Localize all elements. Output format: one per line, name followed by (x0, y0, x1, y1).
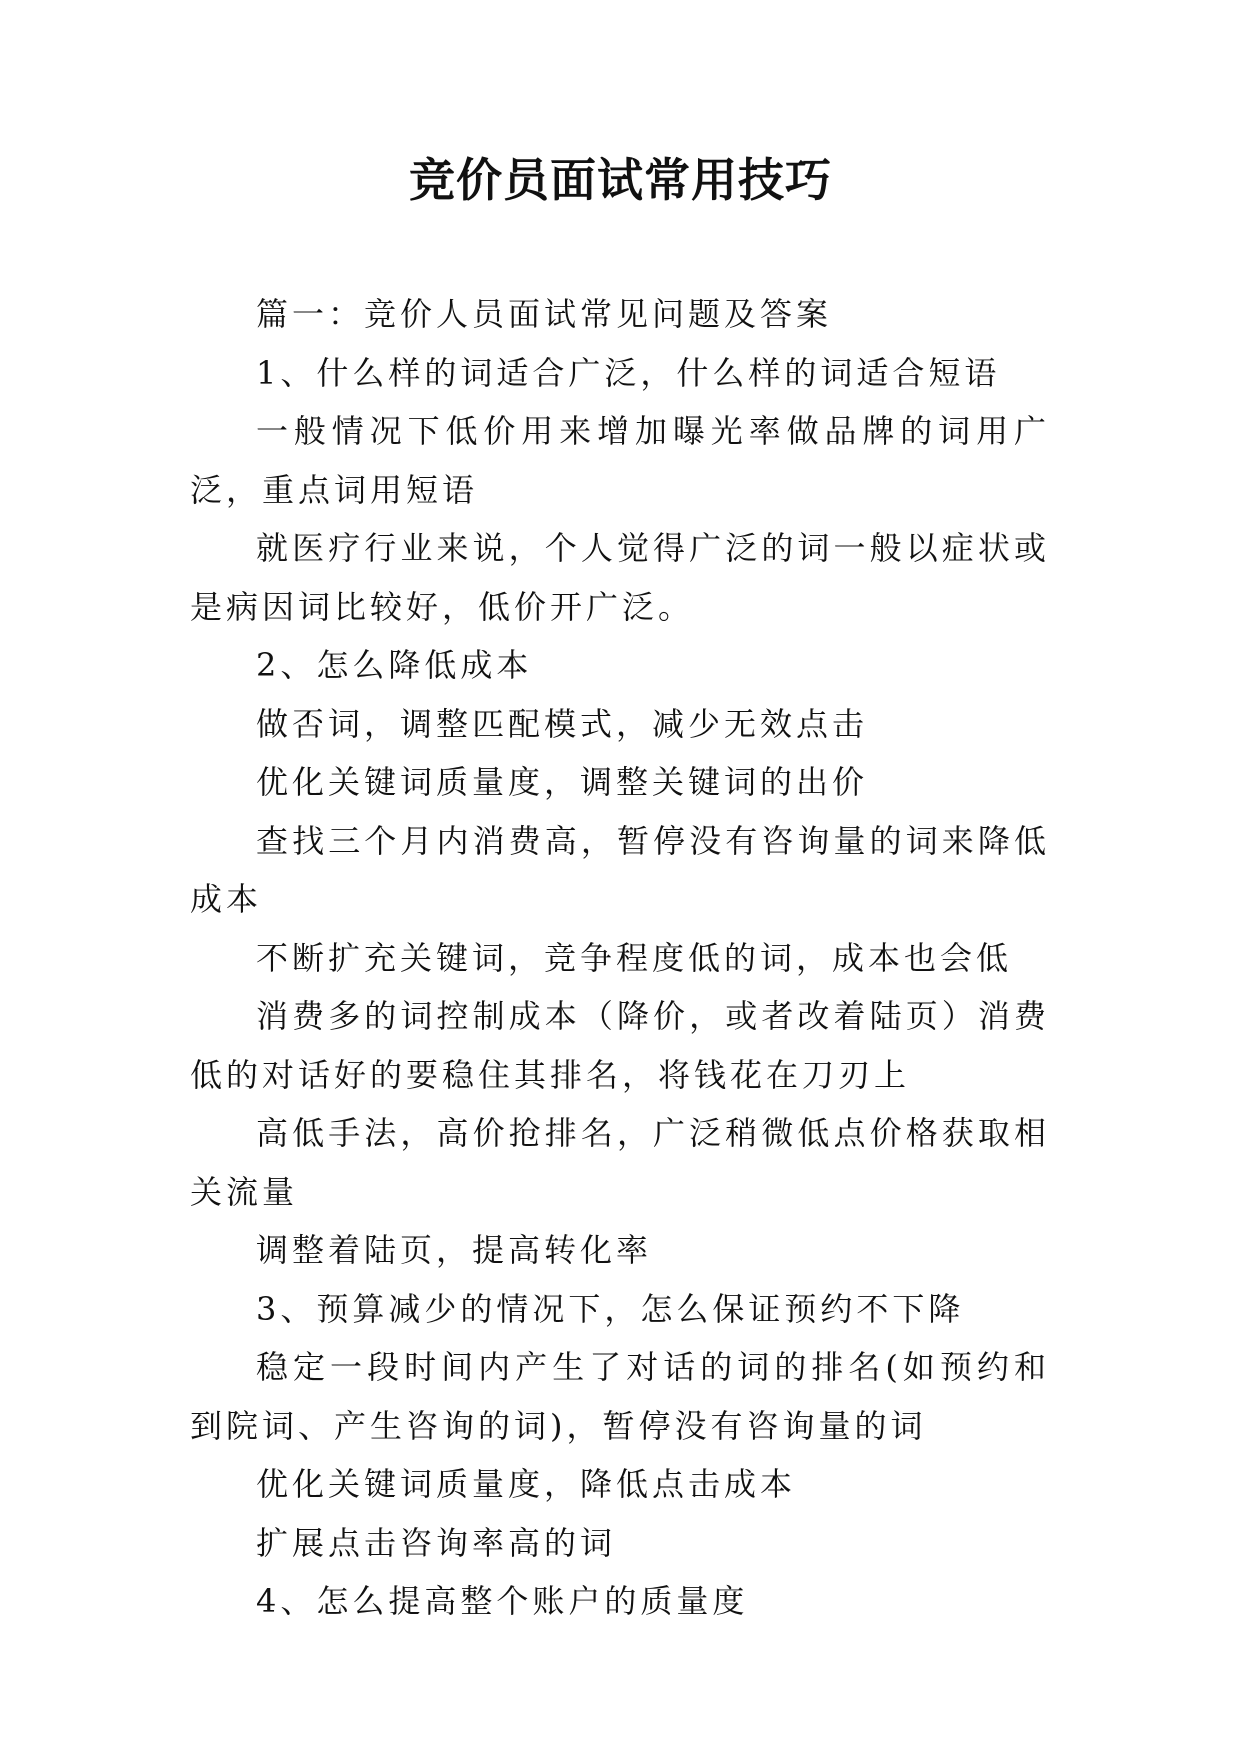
question-heading: 2、怎么降低成本 (256, 646, 533, 684)
body-paragraph: 消费多的词控制成本（降价，或者改着陆页）消费低的对话好的要稳住其排名，将钱花在刀刃上 (190, 997, 1050, 1094)
question-heading: 1、什么样的词适合广泛，什么样的词适合短语 (256, 353, 1001, 392)
question-heading: 4、怎么提高整个账户的质量度 (256, 1582, 749, 1620)
document-title: 竞价员面试常用技巧 (409, 153, 832, 207)
body-paragraph: 做否词，调整匹配模式，减少无效点击 (256, 704, 869, 743)
body-paragraph: 优化关键词质量度，降低点击成本 (256, 1465, 797, 1503)
body-paragraph: 调整着陆页，提高转化率 (256, 1231, 653, 1269)
document-body (190, 285, 1050, 1631)
body-paragraph: 不断扩充关键词，竞争程度低的词，成本也会低 (256, 938, 1013, 977)
body-paragraph: 查找三个月内消费高，暂停没有咨询量的词来降低成本 (190, 821, 1050, 918)
body-paragraph: 一般情况下低价用来增加曝光率做品牌的词用广泛，重点词用短语 (190, 412, 1050, 509)
body-paragraph: 稳定一段时间内产生了对话的词的排名(如预约和到院词、产生咨询的词)，暂停没有咨询量的词 (190, 1348, 1050, 1445)
body-paragraph: 优化关键词质量度，调整关键词的出价 (256, 763, 869, 801)
body-paragraph: 就医疗行业来说，个人觉得广泛的词一般以症状或是病因词比较好，低价开广泛。 (190, 529, 1050, 626)
question-heading: 3、预算减少的情况下，怎么保证预约不下降 (256, 1289, 965, 1328)
body-paragraph: 高低手法，高价抢排名，广泛稍微低点价格获取相关流量 (190, 1114, 1050, 1211)
body-paragraph: 扩展点击咨询率高的词 (256, 1523, 617, 1562)
section-heading: 篇一：竞价人员面试常见问题及答案 (256, 295, 833, 333)
